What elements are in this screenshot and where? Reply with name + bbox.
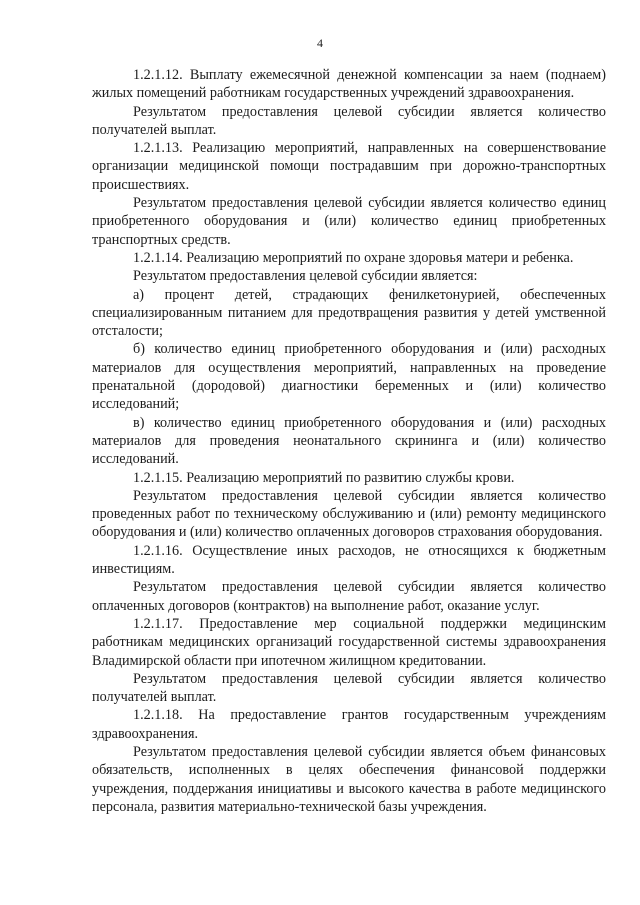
list-item-v: в) количество единиц приобретенного оборудования и (или) расходных материалов для проведения неонатального скрининга и (или) количество исследований.: [92, 414, 606, 468]
result-paragraph: Результатом предоставления целевой субсидии является:: [133, 268, 478, 285]
result-paragraph: Результатом предоставления целевой субсидии является количество оплаченных договоров (контрактов) на выполнение работ, оказание услуг.: [92, 579, 606, 614]
result-paragraph: Результатом предоставления целевой субсидии является количество получателей выплат.: [92, 103, 606, 138]
paragraph-1-2-1-13: 1.2.1.13. Реализацию мероприятий, направленных на совершенствование организации медицинской помощи пострадавшим при дорожно-транспортных происшествиях.: [92, 140, 606, 193]
result-paragraph: Результатом предоставления целевой субсидии является объем финансовых обязательств, исполненных в целях обеспечения финансовой поддержки учреждения, поддержания инициативы и высокого качества в работе медицинского персонала, развития материально-технической базы учреждения.: [92, 743, 606, 815]
paragraph-1-2-1-14: 1.2.1.14. Реализацию мероприятий по охране здоровья матери и ребенка.: [133, 249, 574, 266]
paragraph-1-2-1-12: 1.2.1.12. Выплату ежемесячной денежной компенсации за наем (поднаем) жилых помещений работникам государственных учреждений здравоохранения.: [92, 67, 606, 102]
result-paragraph: Результатом предоставления целевой субсидии является количество единиц приобретенного оборудования и (или) количество единиц приобретенных транспортных средств.: [92, 195, 606, 248]
document-body: [92, 66, 606, 816]
paragraph-1-2-1-16: 1.2.1.16. Осуществление иных расходов, не относящихся к бюджетным инвестициям.: [92, 542, 606, 578]
paragraph-1-2-1-18: 1.2.1.18. На предоставление грантов государственным учреждениям здравоохранения.: [92, 707, 606, 742]
list-item-a: а) процент детей, страдающих фенилкетонурией, обеспеченных специализированным питанием для предотвращения развития у детей умственной отсталости;: [92, 286, 606, 340]
paragraph-1-2-1-15: 1.2.1.15. Реализацию мероприятий по развитию службы крови.: [133, 469, 515, 486]
result-paragraph: Результатом предоставления целевой субсидии является количество получателей выплат.: [92, 670, 606, 706]
page-number: 4: [317, 36, 323, 50]
result-paragraph: Результатом предоставления целевой субсидии является количество проведенных работ по техническому обслуживанию и (или) ремонту медицинского оборудования и (или) количество оплаченных договоров страхования оборудования.: [92, 487, 606, 541]
list-item-b: б) количество единиц приобретенного оборудования и (или) расходных материалов для осуществления мероприятий, направленных на проведение пренатальной (дородовой) диагностики беременных и (или) количество исследований;: [92, 341, 606, 413]
paragraph-1-2-1-17: 1.2.1.17. Предоставление мер социальной поддержки медицинским работникам медицинских организаций государственной системы здравоохранения Владимирской области при ипотечном жилищном кредитовании.: [92, 615, 606, 669]
